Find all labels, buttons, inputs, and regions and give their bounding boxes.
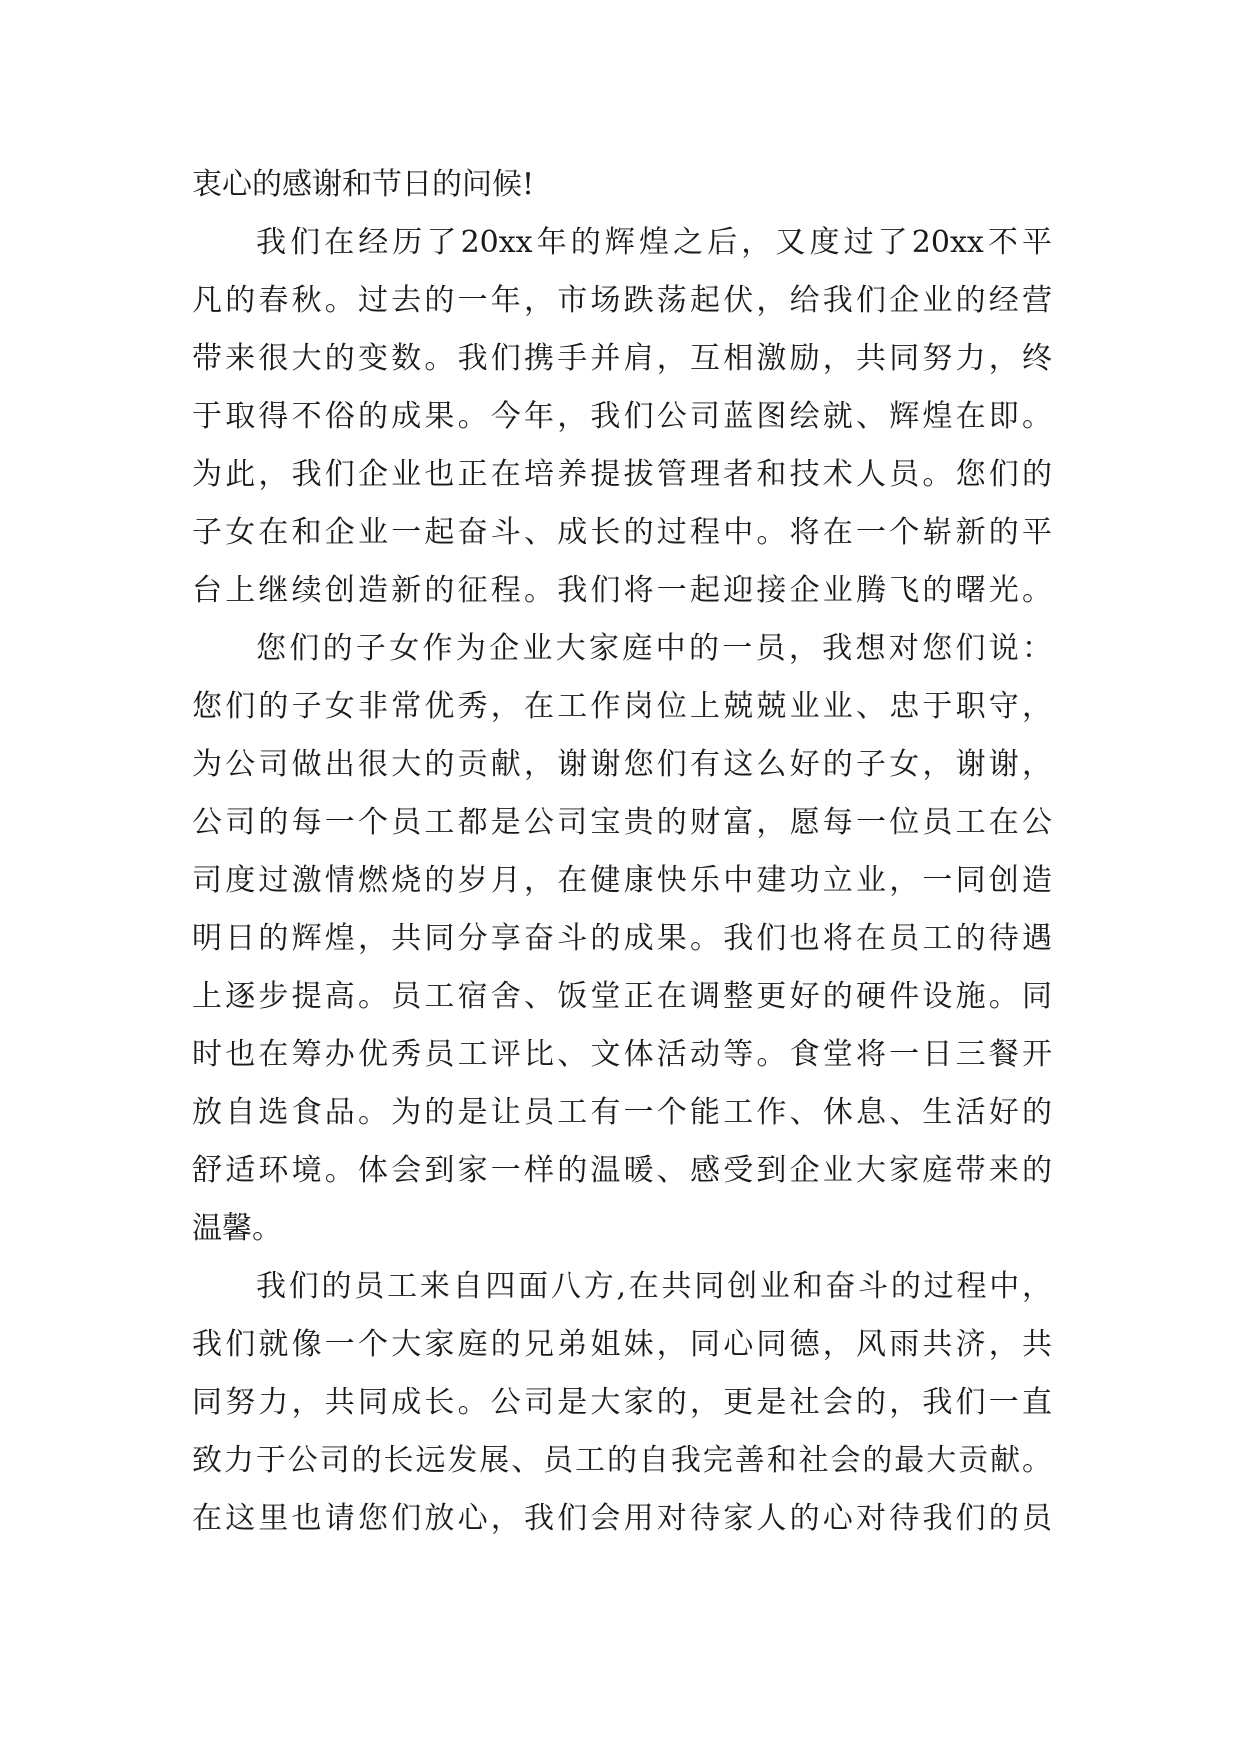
text-line: 上逐步提高。员工宿舍、饭堂正在调整更好的硬件设施。同 [192,979,1052,1014]
text-line: 放自选食品。为的是让员工有一个能工作、休息、生活好的 [192,1095,1052,1130]
text-line: 公司的每一个员工都是公司宝贵的财富，愿每一位员工在公 [192,805,1052,840]
text-line: 舒适环境。体会到家一样的温暖、感受到企业大家庭带来的 [192,1153,1052,1188]
text-line: 司度过激情燃烧的岁月，在健康快乐中建功立业，一同创造 [192,863,1052,898]
text-line: 子女在和企业一起奋斗、成长的过程中。将在一个崭新的平 [192,515,1052,550]
text-line: 为公司做出很大的贡献，谢谢您们有这么好的子女，谢谢， [192,747,1052,782]
letter-body [192,156,1052,1548]
text-line: 凡的春秋。过去的一年，市场跌荡起伏，给我们企业的经营 [192,283,1052,318]
text-line: 于取得不俗的成果。今年，我们公司蓝图绘就、辉煌在即。 [192,399,1052,434]
paragraph-start-line: 我们的员工来自四面八方,在共同创业和奋斗的过程中， [256,1269,1052,1304]
text-line: 您们的子女非常优秀，在工作岗位上兢兢业业、忠于职守， [192,689,1052,724]
text-line: 致力于公司的长远发展、员工的自我完善和社会的最大贡献。 [192,1443,1052,1478]
text-line: 台上继续创造新的征程。我们将一起迎接企业腾飞的曙光。 [192,573,1052,608]
paragraph-start-line: 您们的子女作为企业大家庭中的一员，我想对您们说： [256,631,1052,666]
text-line: 在这里也请您们放心，我们会用对待家人的心对待我们的员 [192,1501,1052,1536]
text-line: 时也在筹办优秀员工评比、文体活动等。食堂将一日三餐开 [192,1037,1052,1072]
text-line: 我们就像一个大家庭的兄弟姐妹，同心同德，风雨共济，共 [192,1327,1052,1362]
text-line: 带来很大的变数。我们携手并肩，互相激励，共同努力，终 [192,341,1052,376]
text-line: 衷心的感谢和节日的问候! [192,167,535,202]
text-line: 温馨。 [192,1211,282,1246]
text-line: 同努力，共同成长。公司是大家的，更是社会的，我们一直 [192,1385,1052,1420]
text-line: 为此，我们企业也正在培养提拔管理者和技术人员。您们的 [192,457,1052,492]
paragraph-start-line: 我们在经历了20xx年的辉煌之后，又度过了20xx不平 [256,225,1052,260]
text-line: 明日的辉煌，共同分享奋斗的成果。我们也将在员工的待遇 [192,921,1052,956]
